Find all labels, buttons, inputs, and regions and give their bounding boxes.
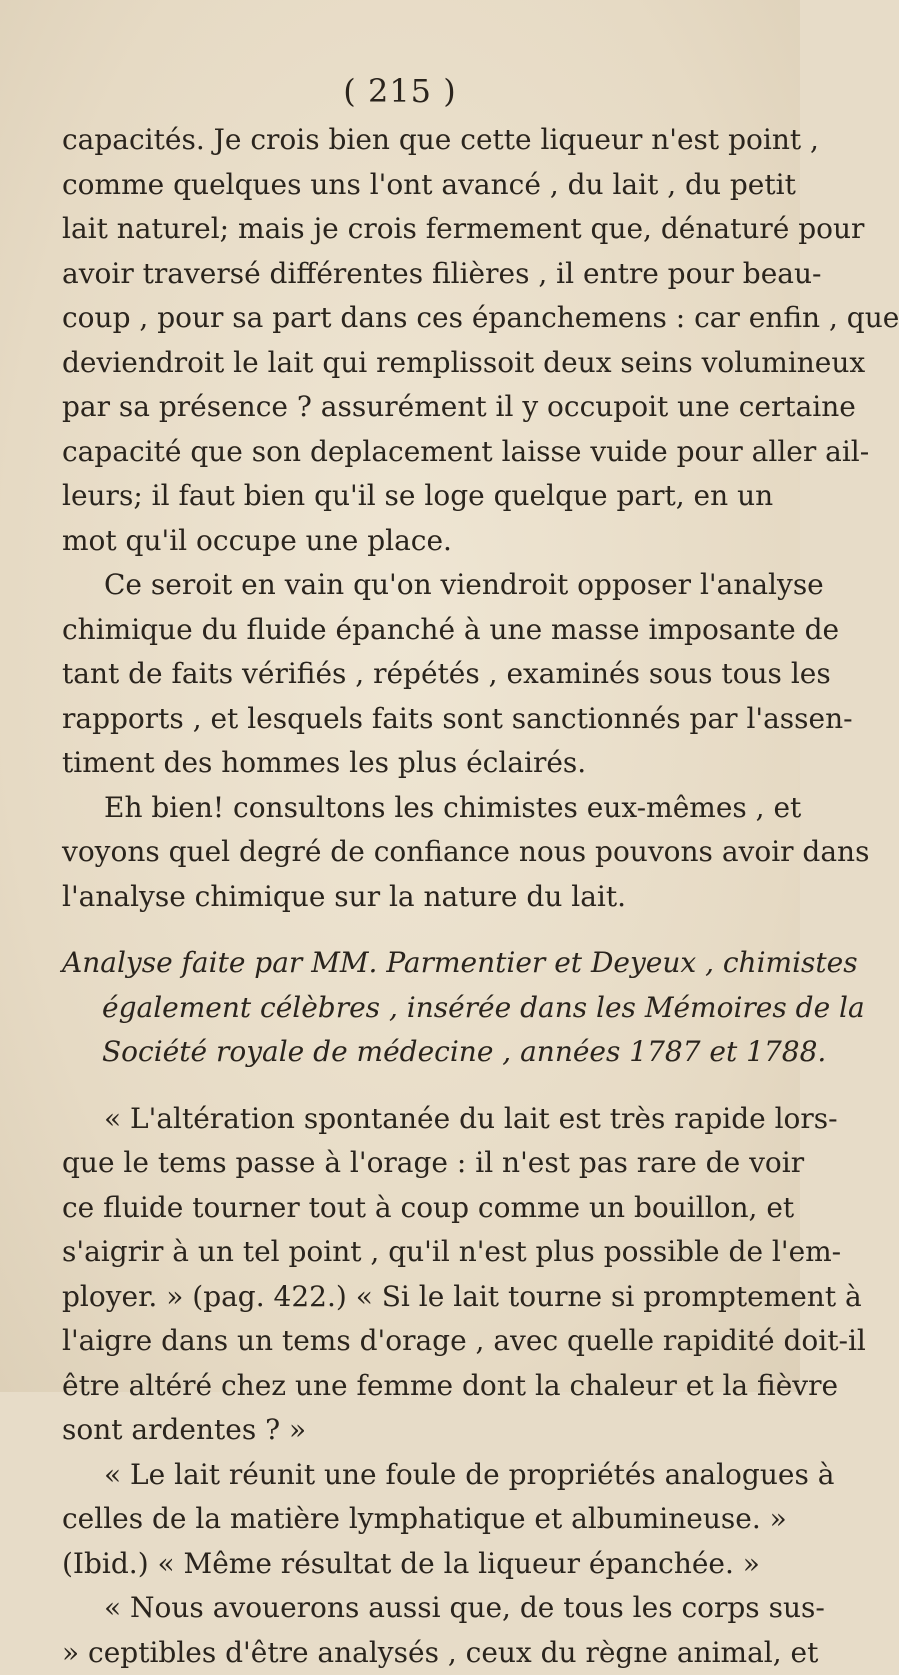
text-line: « Nous avouerons aussi que, de tous les corps sus- xyxy=(62,1586,748,1631)
text-line: par sa présence ? assurément il y occupoit une certaine xyxy=(62,385,748,430)
text-line: capacité que son deplacement laisse vuide pour aller ail- xyxy=(62,430,748,475)
text-line: celles de la matière lymphatique et albumineuse. » xyxy=(62,1497,748,1542)
body-text xyxy=(62,118,748,1675)
text-line: (Ibid.) « Même résultat de la liqueur épanchée. » xyxy=(62,1542,748,1587)
heading-line: Société royale de médecine , années 1787 et 1788. xyxy=(62,1030,748,1075)
text-line: que le tems passe à l'orage : il n'est pas rare de voir xyxy=(62,1141,748,1186)
text-line: deviendroit le lait qui remplissoit deux seins volumineux xyxy=(62,341,748,386)
section-gap xyxy=(62,919,748,941)
analysis-heading xyxy=(62,941,748,1075)
text-line: ce fluide tourner tout à coup comme un bouillon, et xyxy=(62,1186,748,1231)
text-line: Ce seroit en vain qu'on viendroit opposer l'analyse xyxy=(62,563,748,608)
text-line: l'aigre dans un tems d'orage , avec quelle rapidité doit-il xyxy=(62,1319,748,1364)
text-line: voyons quel degré de confiance nous pouvons avoir dans xyxy=(62,830,748,875)
text-line: tant de faits vérifiés , répétés , examinés sous tous les xyxy=(62,652,748,697)
text-line: « Le lait réunit une foule de propriétés analogues à xyxy=(62,1453,748,1498)
section-gap xyxy=(62,1075,748,1097)
text-line: capacités. Je crois bien que cette liqueur n'est point , xyxy=(62,118,748,163)
paragraph-5 xyxy=(62,1097,748,1453)
text-line: s'aigrir à un tel point , qu'il n'est plus possible de l'em- xyxy=(62,1230,748,1275)
text-line: ployer. » (pag. 422.) « Si le lait tourne si promptement à xyxy=(62,1275,748,1320)
text-line: lait naturel; mais je crois fermement que, dénaturé pour xyxy=(62,207,748,252)
text-line: rapports , et lesquels faits sont sanctionnés par l'assen- xyxy=(62,697,748,742)
text-line: sont ardentes ? » xyxy=(62,1408,748,1453)
heading-line: Analyse faite par MM. Parmentier et Deyeux , chimistes xyxy=(62,941,748,986)
text-line: timent des hommes les plus éclairés. xyxy=(62,741,748,786)
heading-line: également célèbres , insérée dans les Mémoires de la xyxy=(62,986,748,1031)
paragraph-1 xyxy=(62,118,748,563)
text-line: être altéré chez une femme dont la chaleur et la fièvre xyxy=(62,1364,748,1409)
paragraph-2 xyxy=(62,563,748,786)
paragraph-6 xyxy=(62,1453,748,1587)
paragraph-7 xyxy=(62,1586,748,1675)
text-line: coup , pour sa part dans ces épanchemens : car enfin , que xyxy=(62,296,748,341)
text-line: leurs; il faut bien qu'il se loge quelque part, en un xyxy=(62,474,748,519)
text-line: avoir traversé différentes filières , il entre pour beau- xyxy=(62,252,748,297)
text-line: l'analyse chimique sur la nature du lait. xyxy=(62,875,748,920)
text-line: » ceptibles d'être analysés , ceux du règne animal, et xyxy=(62,1631,748,1675)
text-line: mot qu'il occupe une place. xyxy=(62,519,748,564)
text-line: chimique du fluide épanché à une masse imposante de xyxy=(62,608,748,653)
text-line: Eh bien! consultons les chimistes eux-mêmes , et xyxy=(62,786,748,831)
page-number: ( 215 ) xyxy=(0,72,800,110)
paragraph-3 xyxy=(62,786,748,920)
text-line: comme quelques uns l'ont avancé , du lait , du petit xyxy=(62,163,748,208)
text-line: « L'altération spontanée du lait est très rapide lors- xyxy=(62,1097,748,1142)
